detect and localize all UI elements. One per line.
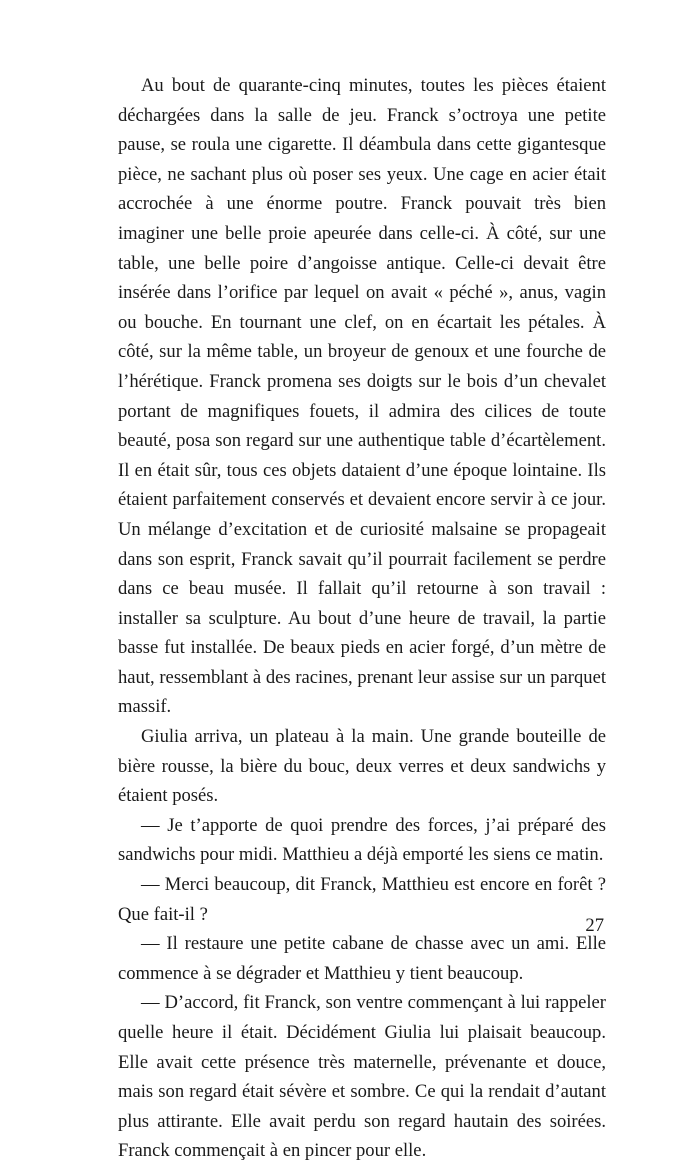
paragraph-2: Giulia arriva, un plateau à la main. Une grande bouteille de bière rousse, la bière du bouc, deux verres et deux sandwichs y étaient posés. [118,726,606,807]
page-number: 27 [585,915,604,936]
paragraph-3: — Je t’apporte de quoi prendre des forces, j’ai préparé des sandwichs pour midi. Matthieu a déjà emporté les siens ce matin. [118,814,606,866]
paragraph-6: — D’accord, fit Franck, son ventre commençant à lui rappeler quelle heure il était. Décidément Giulia lui plaisait beaucoup. Elle avait cette présence très maternelle, prévenante et douce, mais son regard était sévère et sombre. Ce qui la rendait d’autant plus attirante. Elle avait perdu son regard hautain des soirées. Franck commençait à en pincer pour elle. [118,992,606,1162]
body-text [118,71,606,1166]
paragraph-5: — Il restaure une petite cabane de chasse avec un ami. Elle commence à se dégrader et Matthieu y tient beaucoup. [118,933,606,984]
paragraph-1: Au bout de quarante-cinq minutes, toutes les pièces étaient déchargées dans la salle de jeu. Franck s’octroya une petite pause, se roula une cigarette. Il déambula dans cette gigantesque pièce, ne sachant plus où poser ses yeux. Une cage en acier était accrochée à une énorme poutre. Franck pouvait très bien imaginer une belle proie apeurée dans celle-ci. À côté, sur une table, une belle poire d’angoisse antique. Celle-ci devait être insérée dans l’orifice par lequel on avait « péché », anus, vagin ou bouche. En tournant une clef, on en écartait les pétales. À côté, sur la même table, un broyeur de genoux et une fourche de l’hérétique. Franck promena ses doigts sur le bois d’un chevalet portant de magnifiques fouets, il admira des cilices de toute beauté, posa son regard sur une authentique table d’écartèlement. Il en était sûr, tous ces objets dataient d’une époque lointaine. Ils étaient parfaitement conservés et devaient encore servir à ce jour. Un mélange d’excitation et de curiosité malsaine se propageait dans son esprit, Franck savait qu’il pourrait facilement se perdre dans ce beau musée. Il fallait qu’il retourne à son travail : installer sa sculpture. Au bout d’une heure de travail, la partie basse fut installée. De beaux pieds en acier forgé, d’un mètre de haut, ressemblant à des racines, prenant leur assise sur un parquet massif. [118,75,606,718]
paragraph-4: — Merci beaucoup, dit Franck, Matthieu est encore en forêt ? Que fait-il ? [118,874,606,925]
